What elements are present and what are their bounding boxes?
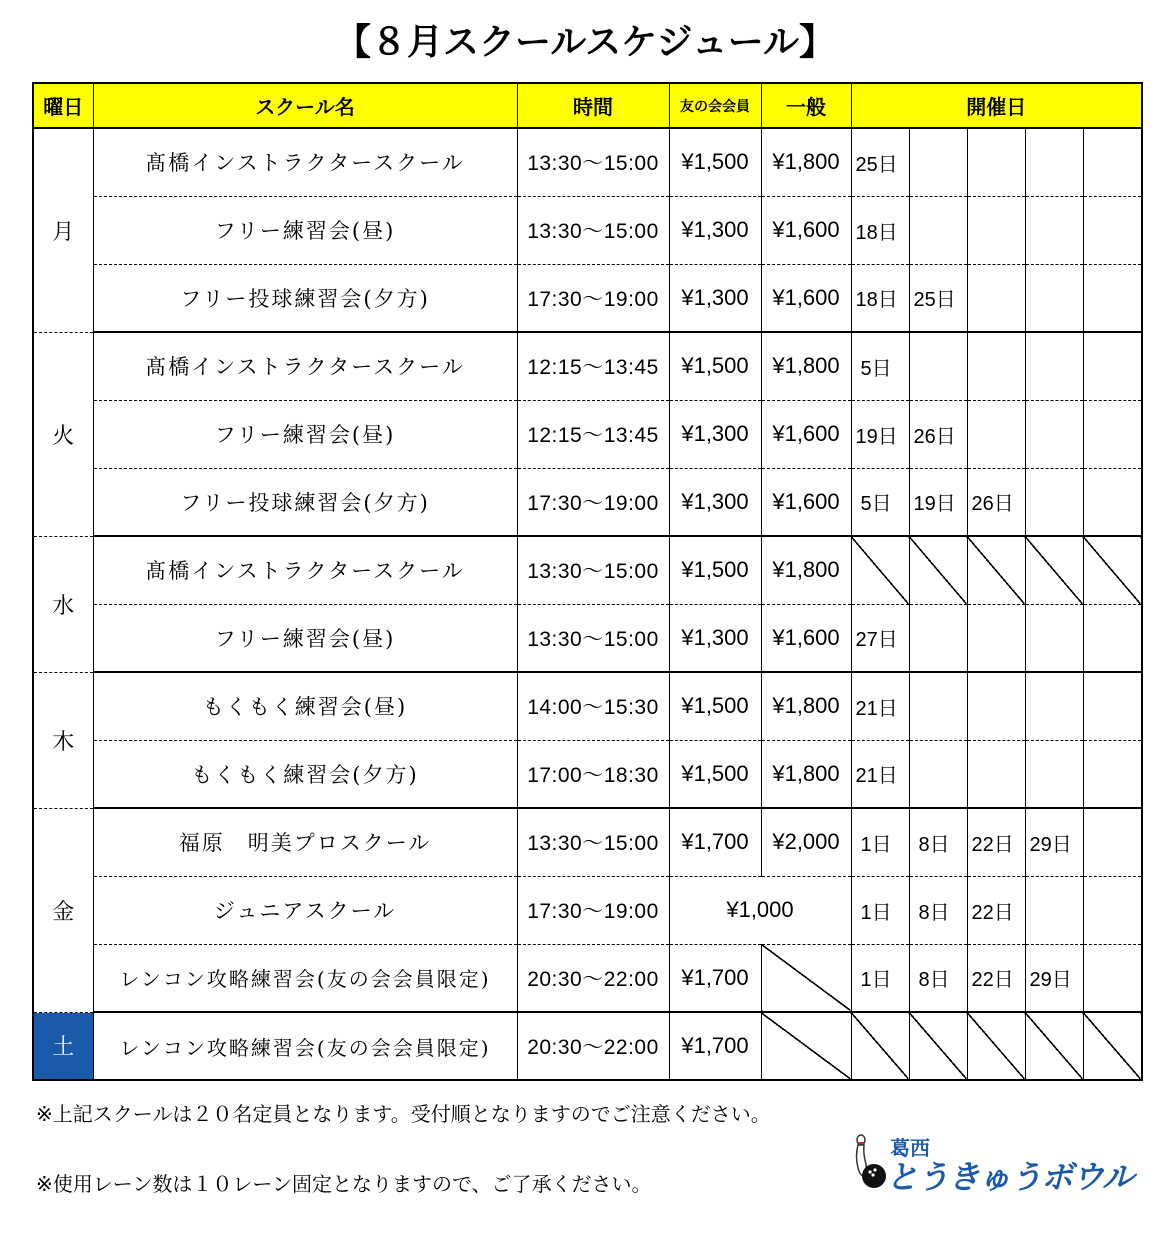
member-price: ¥1,300 <box>669 400 761 468</box>
date-cell <box>1025 672 1083 740</box>
date-cell <box>1083 400 1142 468</box>
general-price: ¥1,800 <box>761 536 851 604</box>
date-cell <box>1025 468 1083 536</box>
date-cell <box>1025 740 1083 808</box>
time-cell: 12:15〜13:45 <box>517 332 669 400</box>
date-cell-slashed <box>967 536 1025 604</box>
school-name: 髙橋インストラクタースクール <box>93 536 517 604</box>
date-cell: 21日 <box>851 672 909 740</box>
day-cell-fri: 金 <box>33 808 93 1012</box>
date-cell-slashed <box>967 1012 1025 1080</box>
date-cell <box>1083 604 1142 672</box>
date-cell-slashed <box>1083 1012 1142 1080</box>
date-cell: 21日 <box>851 740 909 808</box>
date-cell: 22日 <box>967 944 1025 1012</box>
time-cell: 13:30〜15:00 <box>517 536 669 604</box>
school-name: レンコン攻略練習会(友の会会員限定) <box>93 944 517 1012</box>
general-price-slashed <box>761 944 851 1012</box>
date-cell <box>1025 264 1083 332</box>
member-price: ¥1,300 <box>669 468 761 536</box>
header-school: スクール名 <box>93 83 517 128</box>
school-name: 髙橋インストラクタースクール <box>93 128 517 196</box>
table-row <box>33 332 1142 400</box>
date-cell: 29日 <box>1025 808 1083 876</box>
table-row <box>33 944 1142 1012</box>
date-cell <box>1083 332 1142 400</box>
date-cell <box>967 400 1025 468</box>
member-price: ¥1,500 <box>669 536 761 604</box>
combined-price: ¥1,000 <box>669 876 851 944</box>
date-cell <box>967 604 1025 672</box>
date-cell: 19日 <box>851 400 909 468</box>
lanes-note: ※使用レーン数は１０レーン固定となりますので、ご了承ください。 <box>36 1172 652 1196</box>
member-price: ¥1,300 <box>669 604 761 672</box>
time-cell: 17:30〜19:00 <box>517 264 669 332</box>
date-cell <box>1083 468 1142 536</box>
date-cell <box>1025 332 1083 400</box>
day-cell-tue: 火 <box>33 332 93 536</box>
date-cell-slashed <box>1025 1012 1083 1080</box>
date-cell <box>909 672 967 740</box>
date-cell <box>1083 944 1142 1012</box>
member-price: ¥1,300 <box>669 196 761 264</box>
date-cell <box>1025 128 1083 196</box>
header-time: 時間 <box>517 83 669 128</box>
date-cell: 5日 <box>851 332 909 400</box>
school-name: 福原 明美プロスクール <box>93 808 517 876</box>
date-cell: 8日 <box>909 808 967 876</box>
time-cell: 12:15〜13:45 <box>517 400 669 468</box>
table-row <box>33 604 1142 672</box>
member-price: ¥1,700 <box>669 944 761 1012</box>
header-day: 曜日 <box>33 83 93 128</box>
date-cell: 27日 <box>851 604 909 672</box>
date-cell <box>967 128 1025 196</box>
member-price: ¥1,500 <box>669 332 761 400</box>
date-cell: 26日 <box>909 400 967 468</box>
time-cell: 14:00〜15:30 <box>517 672 669 740</box>
date-cell <box>1025 876 1083 944</box>
date-cell <box>1025 604 1083 672</box>
date-cell: 25日 <box>851 128 909 196</box>
general-price-slashed <box>761 1012 851 1080</box>
date-cell: 18日 <box>851 196 909 264</box>
time-cell: 13:30〜15:00 <box>517 128 669 196</box>
date-cell <box>1083 672 1142 740</box>
time-cell: 20:30〜22:00 <box>517 944 669 1012</box>
date-cell <box>967 332 1025 400</box>
member-price: ¥1,500 <box>669 672 761 740</box>
header-general-price: 一般 <box>761 83 851 128</box>
general-price: ¥1,800 <box>761 672 851 740</box>
date-cell <box>967 672 1025 740</box>
header-row <box>33 83 1142 128</box>
time-cell: 17:30〜19:00 <box>517 468 669 536</box>
date-cell: 22日 <box>967 808 1025 876</box>
date-cell-slashed <box>851 1012 909 1080</box>
date-cell <box>909 128 967 196</box>
date-cell-slashed <box>1025 536 1083 604</box>
day-cell-mon: 月 <box>33 128 93 332</box>
general-price: ¥1,600 <box>761 604 851 672</box>
school-name: フリー投球練習会(夕方) <box>93 468 517 536</box>
date-cell: 8日 <box>909 876 967 944</box>
date-cell: 8日 <box>909 944 967 1012</box>
table-row <box>33 128 1142 196</box>
school-name: フリー練習会(昼) <box>93 196 517 264</box>
logo-name: とうきゅうボウル <box>886 1158 1134 1196</box>
day-cell-wed: 水 <box>33 536 93 672</box>
table-row <box>33 468 1142 536</box>
general-price: ¥1,800 <box>761 128 851 196</box>
general-price: ¥1,600 <box>761 196 851 264</box>
school-name: レンコン攻略練習会(友の会会員限定) <box>93 1012 517 1080</box>
school-name: もくもく練習会(昼) <box>93 672 517 740</box>
member-price: ¥1,700 <box>669 808 761 876</box>
bowling-logo <box>848 1132 1138 1196</box>
date-cell-slashed <box>909 536 967 604</box>
date-cell: 1日 <box>851 944 909 1012</box>
date-cell <box>1083 264 1142 332</box>
general-price: ¥1,600 <box>761 264 851 332</box>
table-row <box>33 876 1142 944</box>
date-cell <box>1083 876 1142 944</box>
general-price: ¥1,800 <box>761 740 851 808</box>
general-price: ¥1,800 <box>761 332 851 400</box>
date-cell <box>909 332 967 400</box>
table-row <box>33 264 1142 332</box>
member-price: ¥1,300 <box>669 264 761 332</box>
day-cell-sat: 土 <box>33 1012 93 1080</box>
general-price: ¥1,600 <box>761 468 851 536</box>
date-cell: 19日 <box>909 468 967 536</box>
member-price: ¥1,700 <box>669 1012 761 1080</box>
date-cell <box>1083 808 1142 876</box>
date-cell: 29日 <box>1025 944 1083 1012</box>
date-cell: 5日 <box>851 468 909 536</box>
date-cell <box>1083 128 1142 196</box>
general-price: ¥1,600 <box>761 400 851 468</box>
time-cell: 17:00〜18:30 <box>517 740 669 808</box>
time-cell: 17:30〜19:00 <box>517 876 669 944</box>
date-cell-slashed <box>909 1012 967 1080</box>
date-cell-slashed <box>851 536 909 604</box>
schedule-table <box>32 82 1143 1081</box>
table-row <box>33 400 1142 468</box>
date-cell <box>1025 196 1083 264</box>
member-price: ¥1,500 <box>669 740 761 808</box>
date-cell <box>909 196 967 264</box>
table-row <box>33 808 1142 876</box>
date-cell: 1日 <box>851 808 909 876</box>
general-price: ¥2,000 <box>761 808 851 876</box>
time-cell: 13:30〜15:00 <box>517 196 669 264</box>
time-cell: 20:30〜22:00 <box>517 1012 669 1080</box>
date-cell: 26日 <box>967 468 1025 536</box>
day-cell-thu: 木 <box>33 672 93 808</box>
time-cell: 13:30〜15:00 <box>517 808 669 876</box>
date-cell <box>909 740 967 808</box>
school-name: もくもく練習会(夕方) <box>93 740 517 808</box>
school-name: フリー練習会(昼) <box>93 400 517 468</box>
capacity-note: ※上記スクールは２０名定員となります。受付順となりますのでご注意ください。 <box>36 1102 771 1126</box>
table-row <box>33 740 1142 808</box>
date-cell <box>967 196 1025 264</box>
school-name: ジュニアスクール <box>93 876 517 944</box>
member-price: ¥1,500 <box>669 128 761 196</box>
bowling-pin-icon <box>850 1134 890 1190</box>
date-cell <box>1083 740 1142 808</box>
date-cell <box>1083 196 1142 264</box>
table-row <box>33 536 1142 604</box>
school-name: フリー練習会(昼) <box>93 604 517 672</box>
date-cell <box>1025 400 1083 468</box>
table-row <box>33 1012 1142 1080</box>
date-cell-slashed <box>1083 536 1142 604</box>
date-cell: 22日 <box>967 876 1025 944</box>
header-dates: 開催日 <box>851 83 1142 128</box>
date-cell <box>909 604 967 672</box>
table-row <box>33 672 1142 740</box>
date-cell <box>967 740 1025 808</box>
time-cell: 13:30〜15:00 <box>517 604 669 672</box>
table-row <box>33 196 1142 264</box>
date-cell: 18日 <box>851 264 909 332</box>
school-name: 髙橋インストラクタースクール <box>93 332 517 400</box>
date-cell: 25日 <box>909 264 967 332</box>
header-member-price: 友の会会員 <box>669 83 761 128</box>
page-title: 【８月スクールスケジュール】 <box>334 22 836 63</box>
school-name: フリー投球練習会(夕方) <box>93 264 517 332</box>
date-cell <box>967 264 1025 332</box>
logo-subtitle: 葛西 <box>890 1136 930 1160</box>
date-cell: 1日 <box>851 876 909 944</box>
